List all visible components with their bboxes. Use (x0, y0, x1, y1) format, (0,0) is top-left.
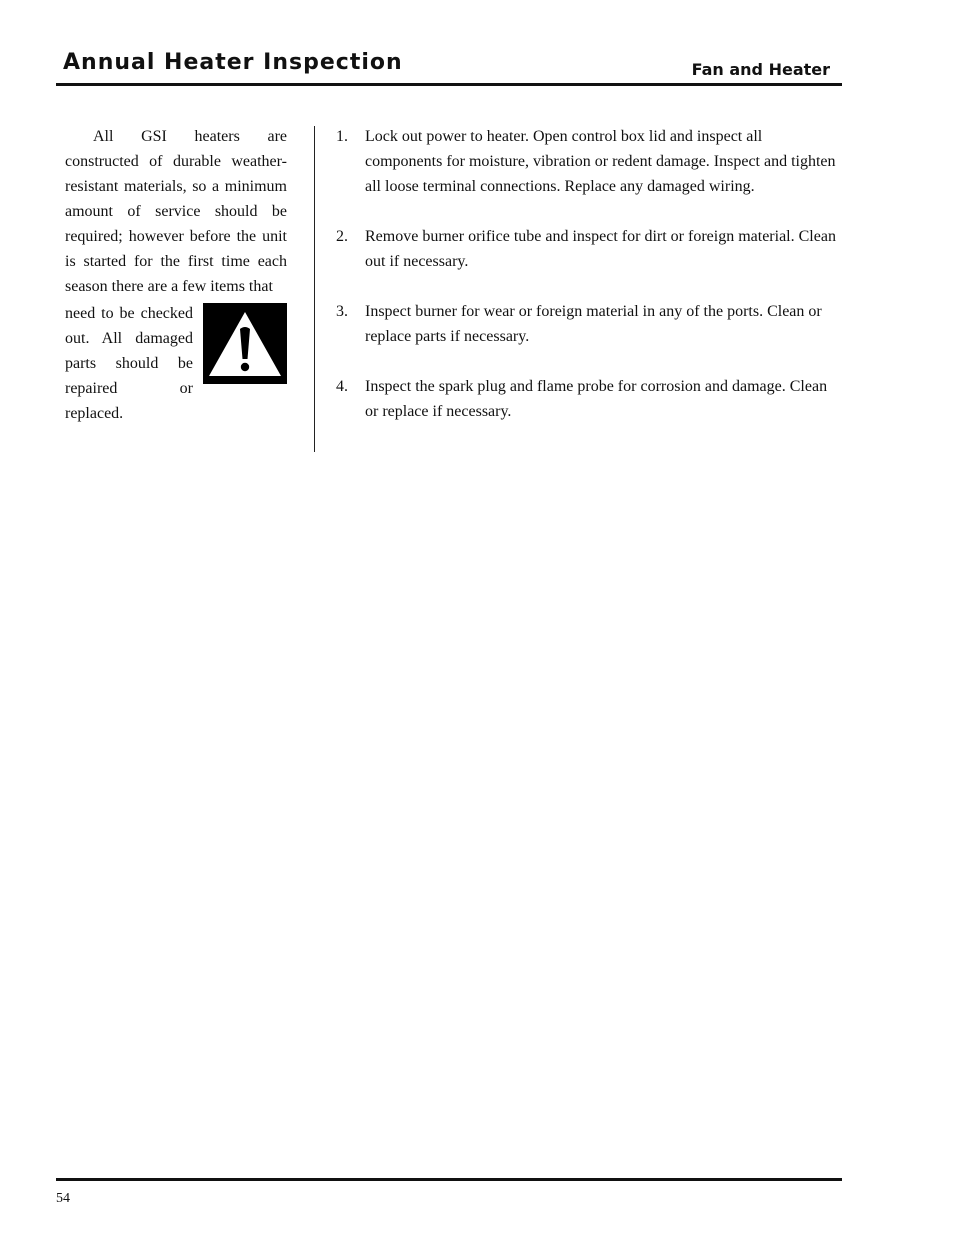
section-label: Fan and Heater (691, 60, 830, 79)
intro-paragraph-lead: All GSI heaters are constructed of durable weather-resistant materials, so a minimum amount of service should be required; however before the unit is started for the first time each season there are a few items that (65, 128, 287, 295)
header-divider (56, 83, 842, 86)
footer-divider (56, 1178, 842, 1181)
step-text: Lock out power to heater. Open control box lid and inspect all components for moisture, vibration or redent damage. Inspect and tighten all loose terminal connections. Replace any damaged wiring. (365, 128, 836, 195)
page-title: Annual Heater Inspection (63, 50, 403, 75)
list-item (336, 374, 836, 424)
column-divider (314, 126, 315, 452)
page-number: 54 (56, 1191, 70, 1206)
exclamation-triangle-icon (203, 303, 287, 384)
step-number: 4. (336, 378, 348, 395)
list-item (336, 224, 836, 274)
step-number: 3. (336, 303, 348, 320)
intro-wrap (65, 301, 287, 426)
intro-paragraph-tail: need to be checked out. All damaged parts should be repaired or replaced. (65, 305, 193, 422)
inspection-steps (336, 124, 836, 449)
step-text: Inspect the spark plug and flame probe for corrosion and damage. Clean or replace if necessary. (365, 378, 828, 420)
intro-column (65, 124, 287, 426)
warning-icon (203, 303, 287, 384)
step-number: 2. (336, 228, 348, 245)
list-item (336, 124, 836, 199)
list-item (336, 299, 836, 349)
step-number: 1. (336, 128, 348, 145)
step-text: Remove burner orifice tube and inspect for dirt or foreign material. Clean out if necessary. (365, 228, 836, 270)
step-text: Inspect burner for wear or foreign material in any of the ports. Clean or replace parts if necessary. (365, 303, 822, 345)
